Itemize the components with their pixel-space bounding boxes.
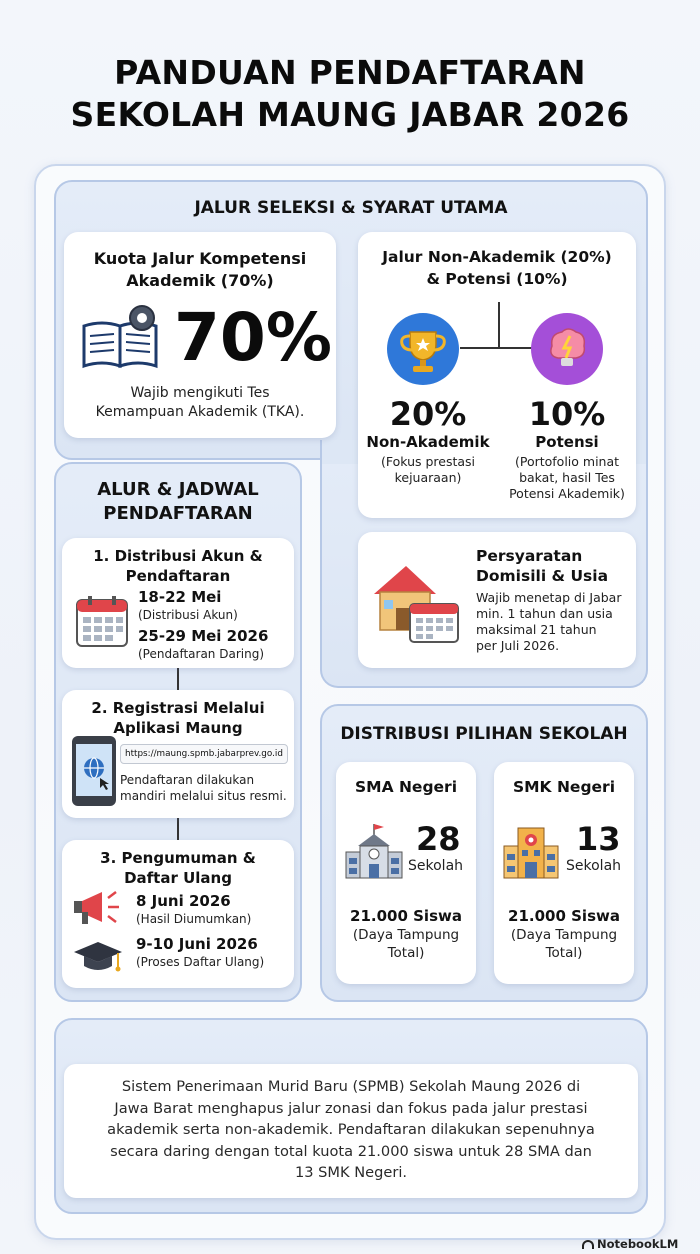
summary-card	[64, 1064, 638, 1198]
sma-count: 28	[416, 820, 461, 858]
sma-siswa: 21.000 Siswa	[350, 907, 462, 925]
step-1-date-2: 25-29 Mei 2026	[138, 627, 269, 645]
summary-line-1: Sistem Penerimaan Murid Baru (SPMB) Sekolah Maung 2026 di	[121, 1078, 581, 1095]
step-2-card	[62, 690, 294, 818]
step-2-desc-1: Pendaftaran dilakukan	[120, 773, 255, 787]
step-2-title-2: Aplikasi Maung	[113, 719, 243, 737]
smk-note-1: (Daya Tampung	[510, 927, 618, 943]
page-title	[0, 52, 700, 136]
step-2-desc-2: mandiri melalui situs resmi.	[120, 789, 287, 803]
akademik-desc-2: Kemampuan Akademik (TKA).	[95, 404, 305, 420]
alur-heading-2: PENDAFTARAN	[103, 503, 253, 524]
akademik-desc-1: Wajib mengikuti Tes	[130, 385, 270, 401]
step-3-date-1: 8 Juni 2026	[136, 892, 231, 910]
step-3-date-2: 9-10 Juni 2026	[136, 935, 258, 953]
domisili-desc-2: min. 1 tahun dan usia	[476, 606, 613, 621]
url-field[interactable]	[120, 744, 288, 764]
title-line-1: PANDUAN PENDAFTARAN	[114, 53, 586, 92]
step-3-title-1: 3. Pengumuman &	[100, 849, 256, 867]
step-1-date-1: 18-22 Mei	[138, 588, 222, 606]
smk-siswa: 21.000 Siswa	[508, 907, 620, 925]
summary-line-3: akademik serta non-akademik. Pendaftaran dilakukan sepenuhnya	[107, 1121, 595, 1138]
summary-line-5: 13 SMK Negeri.	[294, 1164, 408, 1181]
url-text: https://maung.spmb.jabarprev.go.id	[125, 749, 283, 759]
megaphone-icon	[72, 888, 124, 930]
sma-card	[336, 762, 476, 984]
potensi-desc-2: bakat, hasil Tes	[519, 470, 615, 485]
vocational-school-icon	[502, 822, 560, 880]
sma-title: SMA Negeri	[354, 778, 458, 796]
potensi-label: Potensi	[535, 433, 599, 451]
alur-heading-1: ALUR & JADWAL	[97, 479, 259, 500]
branch-connector-h	[460, 347, 534, 349]
step-1-title-2: Pendaftaran	[125, 567, 231, 585]
step-3-card	[62, 840, 294, 988]
step-connector-1	[177, 666, 179, 690]
smk-unit: Sekolah	[566, 858, 622, 874]
akademik-title-1: Kuota Jalur Kompetensi	[93, 249, 307, 268]
summary-line-2: Jawa Barat menghapus jalur zonasi dan fokus pada jalur prestasi	[114, 1099, 588, 1117]
distribusi-heading: DISTRIBUSI PILIHAN SEKOLAH	[340, 724, 628, 744]
step-1-title-1: 1. Distribusi Akun &	[93, 547, 263, 565]
step-3-note-2: (Proses Daftar Ulang)	[136, 955, 265, 969]
jalur-heading: JALUR SELEKSI & SYARAT UTAMA	[194, 198, 508, 218]
branch-connector	[498, 302, 500, 348]
non-akademik-label: Non-Akademik	[366, 433, 490, 451]
domisili-desc-1: Wajib menetap di Jabar	[476, 590, 622, 605]
domisili-title-2: Domisili & Usia	[476, 567, 609, 585]
step-1-note-1: (Distribusi Akun)	[138, 608, 238, 622]
brand-watermark	[582, 1236, 678, 1252]
smk-note-2: Total)	[545, 945, 583, 961]
smk-card	[494, 762, 634, 984]
step-2-title-1: 2. Registrasi Melalui	[91, 699, 265, 717]
smk-count: 13	[576, 820, 621, 858]
title-line-2: SEKOLAH MAUNG JABAR 2026	[70, 95, 630, 134]
notebooklm-logo-icon	[582, 1240, 594, 1249]
step-1-note-2: (Pendaftaran Daring)	[138, 647, 264, 661]
domisili-desc-4: per Juli 2026.	[476, 638, 560, 653]
sma-note-2: Total)	[387, 945, 425, 961]
sma-note-1: (Daya Tampung	[352, 927, 460, 943]
non-akademik-percent: 20%	[389, 395, 467, 433]
potensi-desc-1: (Portofolio minat	[514, 454, 620, 469]
non-akademik-card	[358, 232, 636, 518]
brain-icon	[530, 312, 604, 386]
calendar-icon	[74, 594, 130, 650]
non-akademik-desc-1: (Fokus prestasi	[380, 454, 476, 469]
graduation-cap-icon	[72, 936, 124, 978]
step-3-note-1: (Hasil Diumumkan)	[136, 912, 252, 926]
domisili-desc-3: maksimal 21 tahun	[476, 622, 597, 637]
summary-line-4: secara daring dengan total kuota 21.000 siswa untuk 28 SMA dan	[110, 1142, 592, 1160]
book-gear-icon	[78, 304, 164, 374]
akademik-percent: 70%	[174, 299, 332, 376]
sma-unit: Sekolah	[408, 858, 464, 874]
potensi-desc-3: Potensi Akademik)	[509, 486, 625, 501]
brand-text: NotebookLM	[597, 1237, 679, 1251]
step-3-title-2: Daftar Ulang	[124, 869, 232, 887]
akademik-card	[64, 232, 336, 438]
school-building-icon	[344, 822, 404, 880]
domisili-title-1: Persyaratan	[476, 547, 583, 565]
step-1-card	[62, 538, 294, 668]
trophy-icon	[386, 312, 460, 386]
step-connector-2	[177, 818, 179, 840]
akademik-title-2: Akademik (70%)	[126, 271, 274, 290]
non-akademik-title-1: Jalur Non-Akademik (20%)	[382, 248, 612, 266]
non-akademik-desc-2: kejuaraan)	[394, 470, 462, 485]
domisili-card	[358, 532, 636, 668]
tablet-globe-icon	[70, 734, 118, 808]
smk-title: SMK Negeri	[512, 778, 616, 796]
house-calendar-icon	[370, 560, 462, 644]
potensi-percent: 10%	[528, 395, 606, 433]
non-akademik-title-2: & Potensi (10%)	[426, 270, 568, 288]
